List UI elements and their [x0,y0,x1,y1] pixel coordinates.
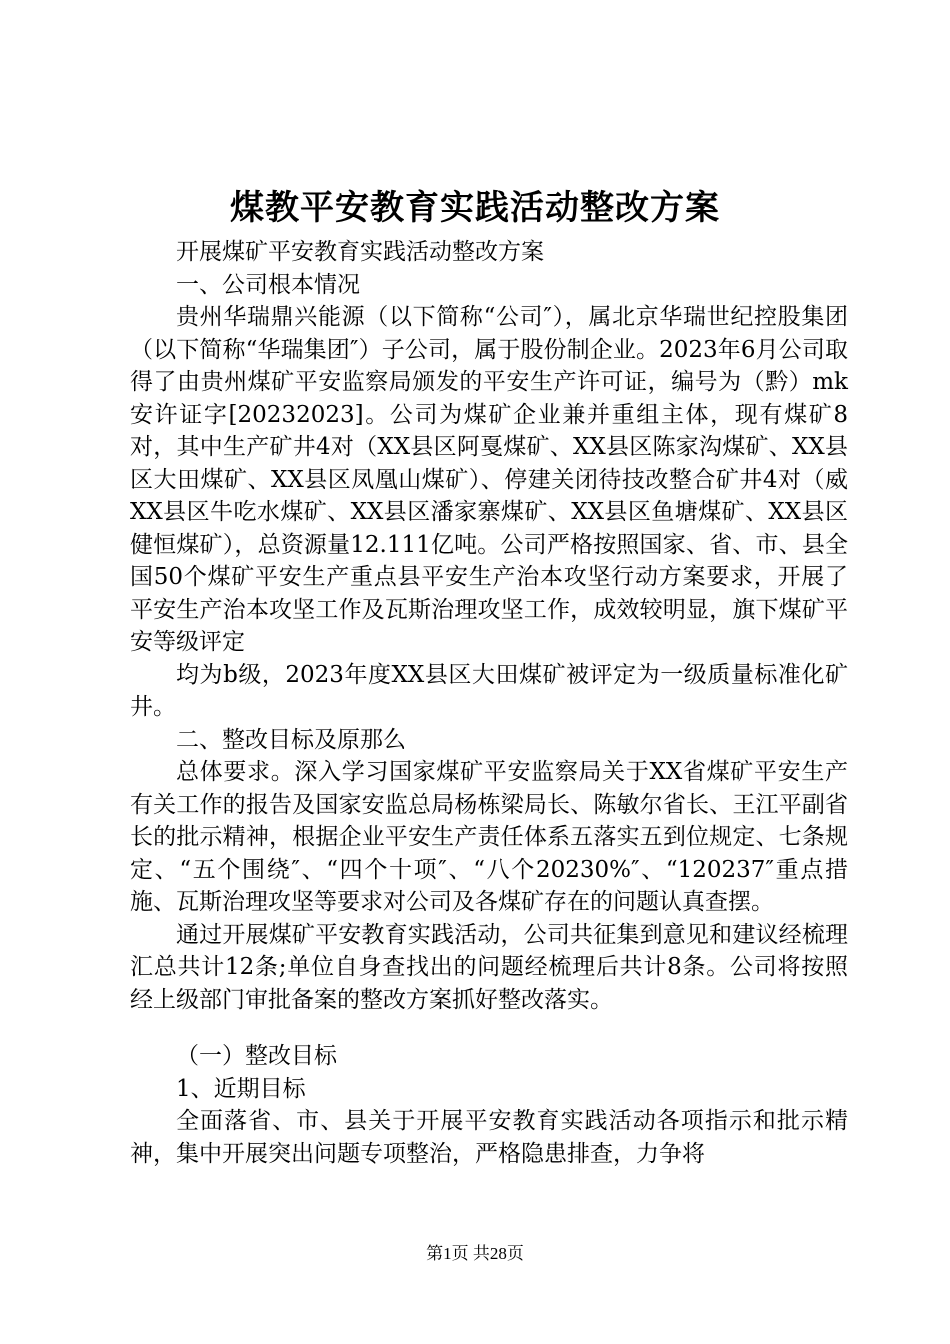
document-title: 煤教平安教育实践活动整改方案 [230,188,720,228]
document-body [130,236,848,1170]
paragraph-feedback-summary: 通过开展煤矿平安教育实践活动，公司共征集到意见和建议经梳理汇总共计12条;单位自身查找出的问题经梳理后共计8条。公司将按照经上级部门审批备案的整改方案抓好整改落实。 [130,921,848,1013]
section-heading-1: 一、公司根本情况 [176,271,360,298]
subsection-heading-near-term: 1、近期目标 [176,1075,306,1102]
paragraph-overall-requirements: 总体要求。深入学习国家煤矿平安监察局关于XX省煤矿平安生产有关工作的报告及国家安监总局杨栋梁局长、陈敏尔省长、王江平副省长的批示精神，根据企业平安生产责任体系五落实五到位规定、七条规定、“五个围绕″、“四个十项″、“八个20230%″、“120237″重点措施、瓦斯治理攻坚等要求对公司及各煤矿存在的问题认真查摆。 [130,759,848,915]
section-heading-2: 二、整改目标及原那么 [176,726,406,753]
subsection-heading-goals: （一）整改目标 [176,1043,337,1069]
paragraph-grading: 均为b级，2023年度XX县区大田煤矿被评定为一级质量标准化矿井。 [130,661,848,720]
paragraph-company-overview: 贵州华瑞鼎兴能源（以下简称“公司″），属北京华瑞世纪控股集团（以下简称“华瑞集团″）子公司，属于股份制企业。2023年6月公司取得了由贵州煤矿平安监察局颁发的平安生产许可证，编号为（黔）mk安许证字[20232023]。公司为煤矿企业兼并重组主体，现有煤矿8对，其中生产矿井4对（XX县区阿戛煤矿、XX县区陈家沟煤矿、XX县区大田煤矿、XX县区凤凰山煤矿）、停建关闭待技改整合矿井4对（威XX县区牛吃水煤矿、XX县区潘家寨煤矿、XX县区鱼塘煤矿、XX县区健恒煤矿），总资源量12.111亿吨。公司严格按照国家、省、市、县全国50个煤矿平安生产重点县平安生产治本攻坚行动方案要求，开展了平安生产治本攻坚工作及瓦斯治理攻坚工作，成效较明显，旗下煤矿平安等级评定 [130,304,848,655]
paragraph-near-term-goals: 全面落省、市、县关于开展平安教育实践活动各项指示和批示精神，集中开展突出问题专项整治，严格隐患排查，力争将 [130,1108,848,1167]
paragraph-subtitle: 开展煤矿平安教育实践活动整改方案 [176,239,544,265]
page-number: 第1页 共28页 [426,1244,524,1263]
